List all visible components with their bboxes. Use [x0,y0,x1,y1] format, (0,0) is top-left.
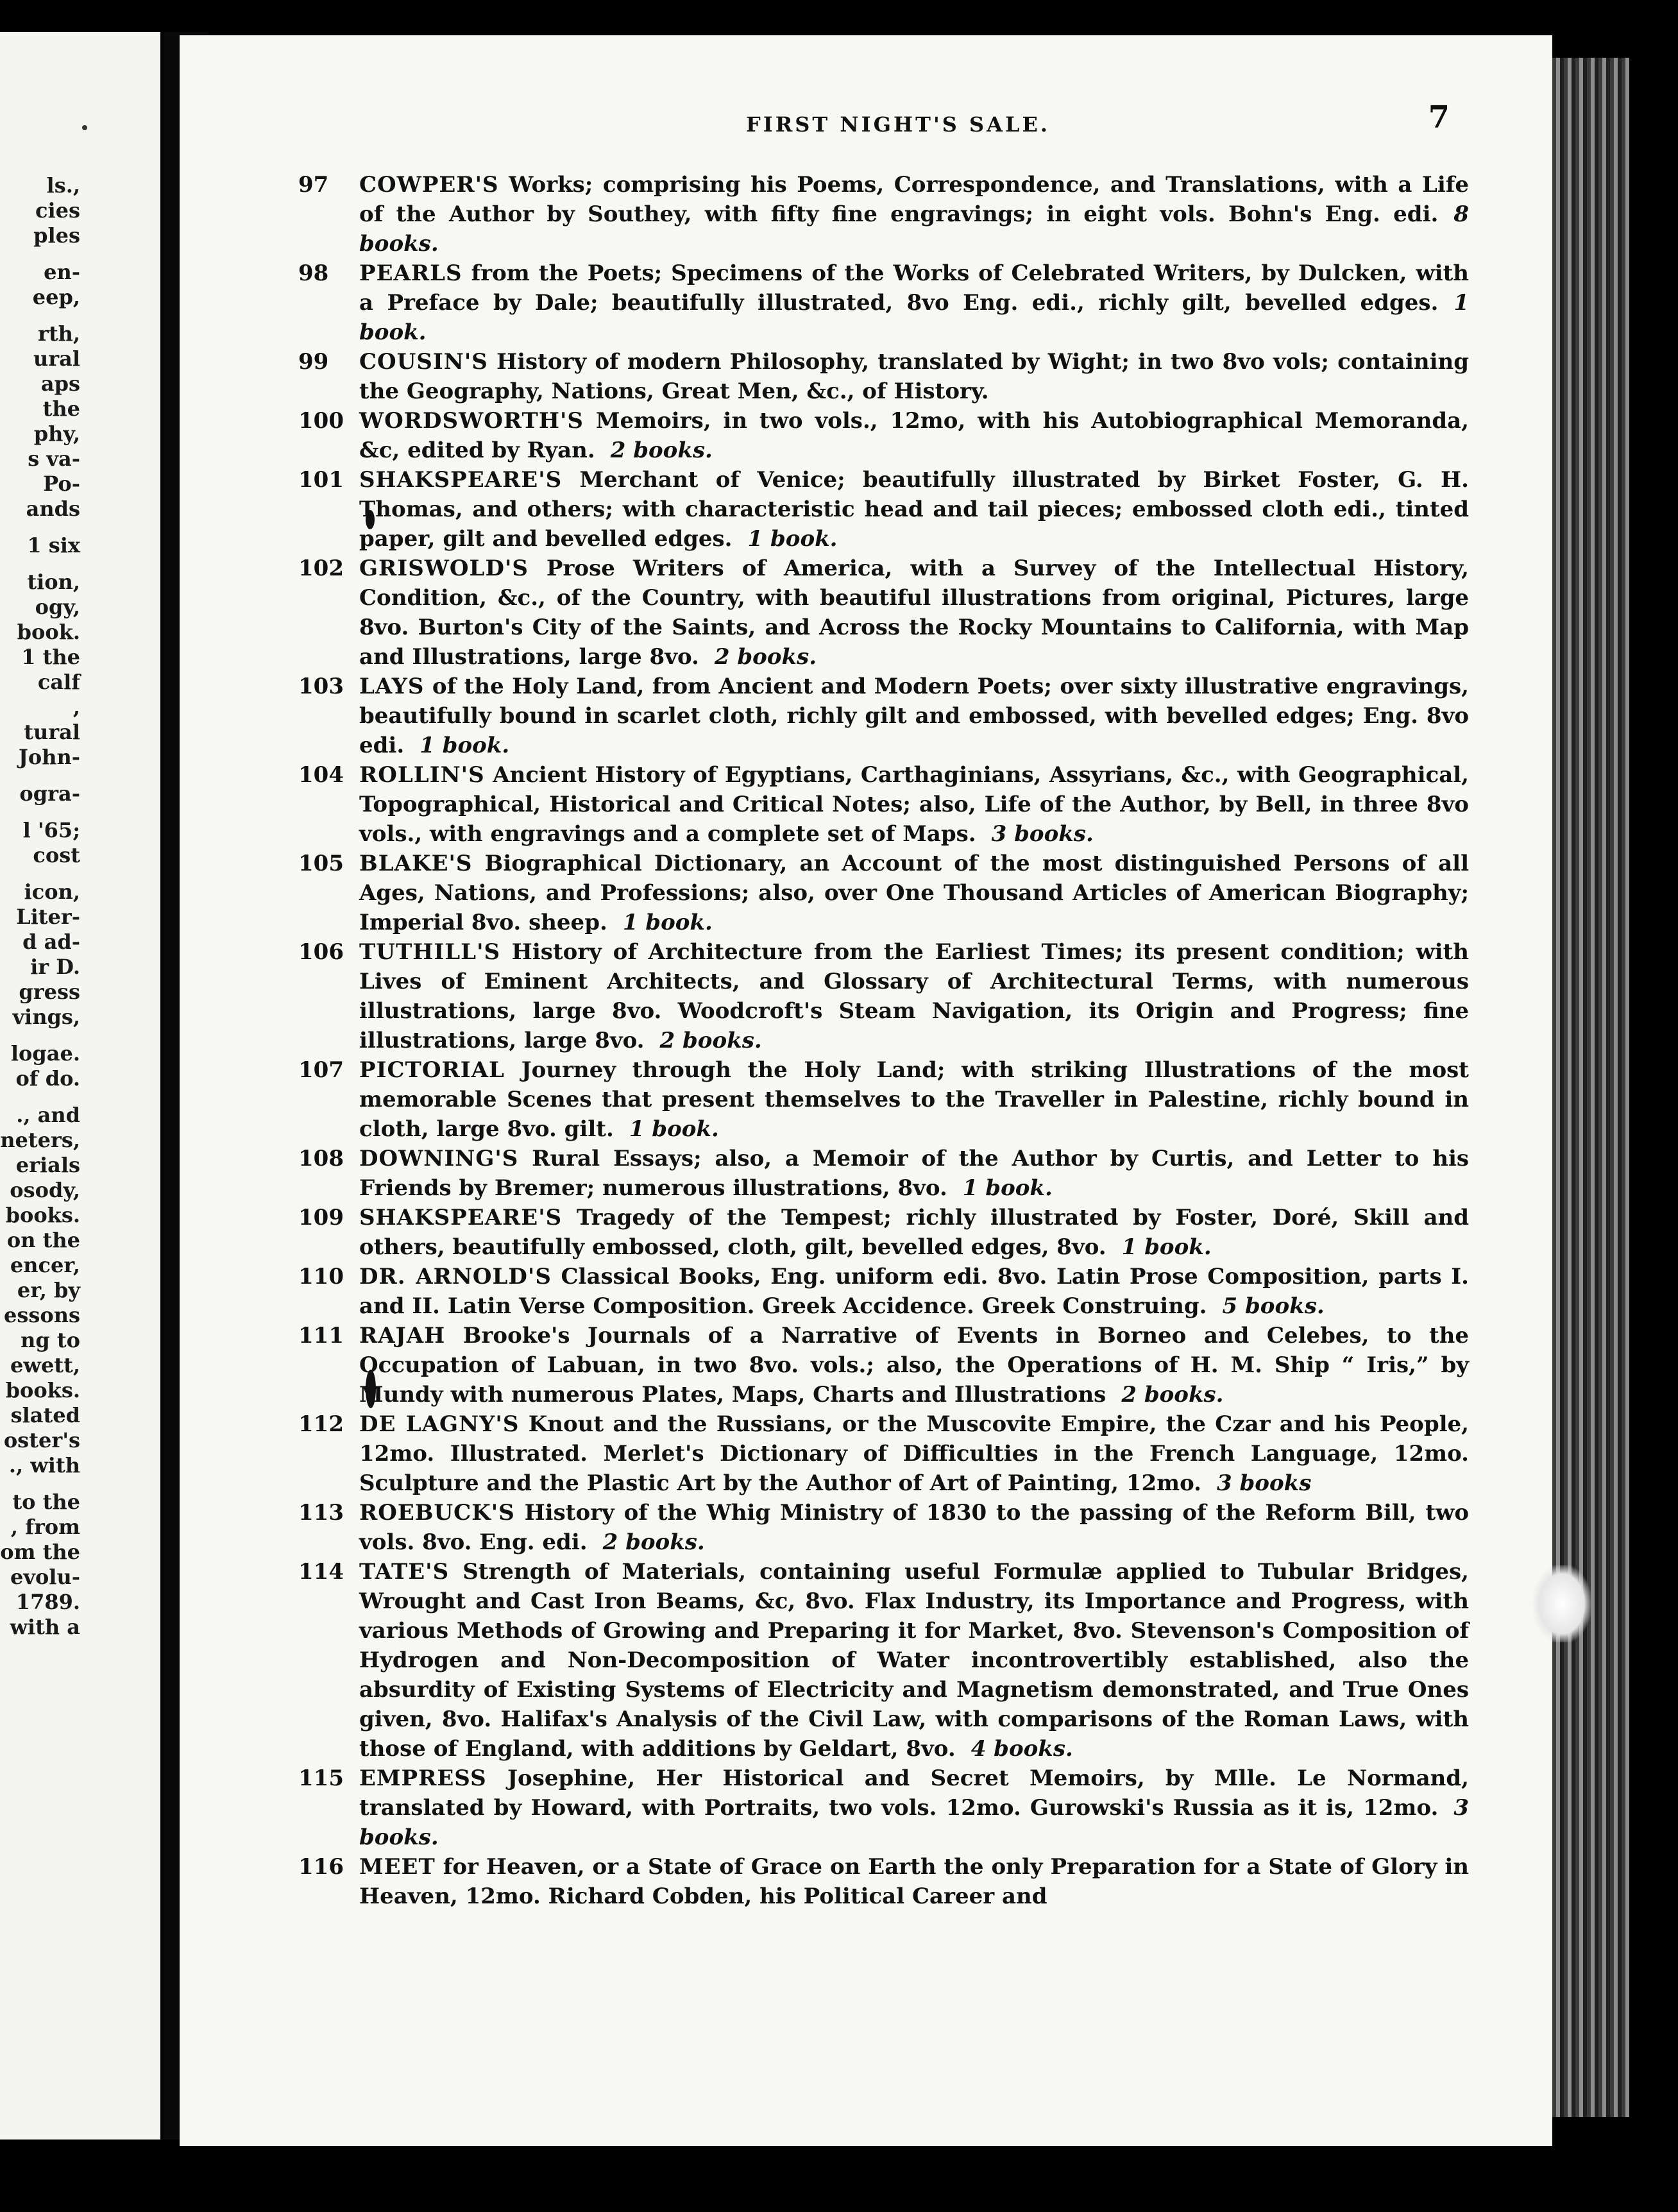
lot-quantity: 1 book. [747,526,838,552]
left-page-fragment: Po- [43,472,80,496]
paper-stain [1533,1565,1591,1642]
left-page-fragment: ands [26,497,80,521]
left-page-text-fragments [0,173,80,1640]
left-page-fragment: , from [10,1515,80,1539]
lot-entry [180,1557,1552,1764]
catalogue-page [180,35,1552,2146]
lot-quantity: 2 books. [610,438,713,463]
lot-number: 101 [298,467,344,493]
lot-text: from the Poets; Specimens of the Works of Celebrated Writers, by Dulcken, with a Preface by Dale; beautifully illustrated, 8vo Eng. edi., richly gilt, bevelled edges. [359,260,1469,316]
lot-number: 97 [298,172,329,198]
left-page-fragment: erials [15,1153,80,1177]
lot-number: 98 [298,260,329,286]
lot-quantity: 1 book. [622,910,713,935]
lot-entry [180,1321,1552,1409]
lot-text: of the Holy Land, from Ancient and Modern Poets; over sixty illustrative engravings, beautifully bound in scarlet cloth, richly gilt and embossed, with bevelled edges; Eng. 8vo edi. [359,674,1469,758]
lot-quantity: 3 books. [359,1795,1469,1850]
lot-entry [180,1144,1552,1203]
left-page-fragment: books. [5,1378,80,1402]
lot-number: 105 [298,851,344,876]
left-page-fragment [0,1030,80,1041]
lot-number: 112 [298,1411,344,1437]
lot-text: History of modern Philosophy, translated by Wight; in two 8vo vols; containing the Geography, Nations, Great Men, &c., of History. [359,349,1469,404]
lot-entry [180,1409,1552,1498]
lot-lead-word: PEARLS [359,260,462,286]
lot-description [359,1498,1469,1557]
left-page-fragment: en- [44,260,80,284]
lot-text: Memoirs, in two vols., 12mo, with his Autobiographical Memoranda, &c, edited by Ryan. [359,408,1469,463]
lot-lead-word: MEET [359,1854,436,1880]
left-page-fragment: essons [3,1303,80,1327]
lot-quantity: 3 books. [991,821,1094,847]
lot-lead-word: ROLLIN'S [359,762,485,788]
lot-description [359,347,1469,406]
left-page-fragment: icon, [24,880,80,904]
lot-lead-word: DOWNING'S [359,1146,519,1171]
left-page-fragment: ng to [21,1328,80,1352]
lot-description [359,1852,1469,1911]
lot-quantity: 2 books. [1121,1382,1224,1408]
left-page-fragment: , [72,695,80,719]
lot-text: for Heaven, or a State of Grace on Earth the only Preparation for a State of Glory in Heaven, 12mo. Richard Cobden, his Political Career and [359,1854,1469,1909]
lot-text: Classical Books, Eng. uniform edi. 8vo. Latin Prose Composition, parts I. and II. Latin Verse Composition. Greek Accidence. Greek Construing. [359,1264,1469,1319]
lot-description [359,465,1469,554]
lot-entry [180,1203,1552,1262]
lot-description [359,1203,1469,1262]
lot-entry [180,1262,1552,1321]
lot-lead-word: TUTHILL'S [359,939,501,965]
lot-entry [180,1764,1552,1852]
left-page-fragment: eep, [32,285,80,309]
left-page-fragment: of do. [15,1066,80,1091]
left-page-fragment: ples [33,223,80,248]
lot-description [359,937,1469,1055]
left-page-fragment [0,770,80,781]
lot-text: Prose Writers of America, with a Survey of the Intellectual History, Condition, &c., of the Country, with beautiful illustrations from original, Pictures, large 8vo. Burton's City of the Saints, and Across the Rocky Mountains to California, with Map and Illustrations, large 8vo. [359,556,1469,670]
lot-description [359,1764,1469,1852]
lot-lead-word: BLAKE'S [359,851,473,876]
left-page-fragment: slated [10,1403,80,1427]
left-page-fragment [0,310,80,321]
page-header-title: FIRST NIGHT'S SALE. [746,112,1050,137]
lot-description [359,760,1469,849]
lot-quantity: 2 books. [714,644,817,670]
left-page-fragment: Liter- [16,905,80,929]
left-page-fragment: ogra- [19,781,80,806]
lot-quantity: 2 books. [659,1028,762,1053]
lot-number: 111 [298,1323,344,1348]
lot-number: 108 [298,1146,344,1171]
lot-text: Tragedy of the Tempest; richly illustrated by Foster, Doré, Skill and others, beautifully embossed, cloth, gilt, bevelled edges, 8vo. [359,1205,1469,1260]
left-page-fragment: rth, [37,321,80,346]
lot-entry [180,849,1552,937]
lot-quantity: 4 books. [970,1736,1073,1762]
lot-lead-word: DR. ARNOLD'S [359,1264,552,1289]
left-page-fragment [0,522,80,533]
lot-description [359,672,1469,760]
lot-entry [180,259,1552,347]
lot-lead-word: LAYS [359,674,425,699]
lot-description [359,849,1469,937]
lot-number: 102 [298,556,344,581]
lot-description [359,1321,1469,1409]
lot-entry [180,170,1552,259]
lot-entry [180,554,1552,672]
lot-text: Biographical Dictionary, an Account of the most distinguished Persons of all Ages, Nations, and Professions; also, over One Thousand Articles of American Biography; Imperial 8vo. sheep. [359,851,1469,935]
left-page-fragment: vings, [12,1005,80,1029]
left-page-fragment: books. [5,1203,80,1227]
lot-list [180,170,1552,1911]
page-number: 7 [1428,99,1450,135]
lot-description [359,170,1469,259]
left-page-fragment: ural [33,346,80,371]
lot-lead-word: WORDSWORTH'S [359,408,584,434]
lot-description [359,1409,1469,1498]
left-page-fragment: neters, [0,1128,80,1152]
left-page-fragment: logae. [10,1041,80,1066]
lot-text: Josephine, Her Historical and Secret Memoirs, by Mlle. Le Normand, translated by Howard, with Portraits, two vols. 12mo. Gurowski's Russia as it is, 12mo. [359,1765,1469,1821]
left-page-fragment: tural [24,720,80,744]
left-page-fragment: to the [12,1490,80,1514]
lot-lead-word: SHAKSPEARE'S [359,1205,563,1230]
lot-lead-word: COUSIN'S [359,349,488,375]
lot-entry [180,1055,1552,1144]
lot-description [359,1144,1469,1203]
lot-number: 99 [298,349,329,375]
book-page-edges [1552,58,1629,2117]
lot-text: History of the Whig Ministry of 1830 to the passing of the Reform Bill, two vols. 8vo. Eng. edi. [359,1500,1469,1555]
lot-number: 114 [298,1559,344,1585]
lot-lead-word: EMPRESS [359,1765,487,1791]
lot-entry [180,1498,1552,1557]
left-page-fragment: s va- [28,447,80,471]
left-page-fragment: ir D. [30,955,80,979]
left-page-fragment: with a [10,1615,80,1639]
lot-entry [180,465,1552,554]
left-page-fragment: cies [35,198,80,223]
lot-description [359,259,1469,347]
lot-text: Brooke's Journals of a Narrative of Events in Borneo and Celebes, to the Occupation of Labuan, in two 8vo. vols.; also, the Operations of H. M. Ship “ Iris,” by Mundy with numerous Plates, Maps, Charts and Illustrations [359,1323,1469,1408]
lot-number: 103 [298,674,344,699]
lot-text: Merchant of Venice; beautifully illustrated by Birket Foster, G. H. Thomas, and others; with characteristic head and tail pieces; embossed cloth edi., tinted paper, gilt and bevelled edges. [359,467,1469,552]
left-page-fragment [0,558,80,570]
lot-quantity: 5 books. [1222,1293,1325,1319]
left-page-fragment: gress [19,980,80,1004]
left-page-fragment: the [42,396,80,421]
lot-number: 115 [298,1765,344,1791]
lot-lead-word: SHAKSPEARE'S [359,467,563,493]
lot-text: Ancient History of Egyptians, Carthaginians, Assyrians, &c., with Geographical, Topographical, Historical and Critical Notes; also, Life of the Author, by Bell, in three 8vo vols., with engravings and a complete set of Maps. [359,762,1469,847]
left-page-fragment: on the [6,1228,80,1252]
lot-number: 107 [298,1057,344,1083]
left-page-fragment: John- [18,745,80,769]
left-page-fragment: 1789. [15,1590,80,1614]
lot-description [359,554,1469,672]
left-page-fragment: encer, [10,1253,80,1277]
lot-lead-word: COWPER'S [359,172,499,198]
left-page-fragment: om the [0,1540,80,1564]
left-page-fragment: er, by [17,1278,80,1302]
left-page-fragment [0,248,80,260]
lot-quantity: 1 book. [1121,1234,1212,1260]
lot-text: Rural Essays; also, a Memoir of the Author by Curtis, and Letter to his Friends by Bremer; numerous illustrations, 8vo. [359,1146,1470,1201]
lot-entry [180,672,1552,760]
lot-lead-word: TATE'S [359,1559,450,1585]
left-page-fragment: phy, [33,421,80,446]
lot-lead-word: GRISWOLD'S [359,556,529,581]
left-page-fragment: 1 six [27,533,80,557]
lot-quantity: 8 books. [359,201,1469,257]
lot-text: History of Architecture from the Earliest Times; its present condition; with Lives of Eminent Architects, and Glossary of Architectural Terms, with numerous illustrations, large 8vo. Woodcroft's Steam Navigation, its Origin and Progress; fine illustrations, large 8vo. [359,939,1470,1053]
left-page-fragment: cost [33,843,80,867]
lot-entry [180,1852,1552,1911]
lot-quantity: 1 book. [359,290,1469,345]
lot-quantity: 3 books [1217,1470,1312,1496]
left-page-fragment: l '65; [22,818,80,842]
lot-description [359,1557,1469,1764]
left-page-fragment: evolu- [10,1565,80,1589]
lot-description [359,1262,1469,1321]
left-page-fragment [0,806,80,818]
lot-number: 106 [298,939,344,965]
lot-text: Journey through the Holy Land; with striking Illustrations of the most memorable Scenes that present themselves to the Traveller in Palestine, richly bound in cloth, large 8vo. gilt. [359,1057,1469,1142]
left-page-fragment [0,1478,80,1490]
lot-lead-word: ROEBUCK'S [359,1500,515,1526]
left-page-fragment: tion, [27,570,80,594]
left-page-fragment: osody, [10,1178,80,1202]
lot-lead-word: DE LAGNY'S [359,1411,520,1437]
lot-text: Knout and the Russians, or the Muscovite Empire, the Czar and his People, 12mo. Illustrated. Merlet's Dictionary of Difficulties in the French Language, 12mo. Sculpture and the Plastic Art by the Author of Art of Painting, 12mo. [359,1411,1469,1496]
lot-description [359,406,1469,465]
left-page-fragment: ., with [8,1453,80,1477]
lot-entry [180,347,1552,406]
left-page-fragment: oster's [3,1428,80,1452]
lot-quantity: 1 book. [962,1175,1053,1201]
lot-number: 109 [298,1205,344,1230]
left-page-fragment: ., and [16,1103,80,1127]
lot-number: 100 [298,408,344,434]
lot-entry [180,760,1552,849]
lot-lead-word: PICTORIAL [359,1057,505,1083]
lot-quantity: 1 book. [419,733,510,758]
lot-entry [180,937,1552,1055]
left-page-fragment: ls., [46,173,80,198]
left-page-fragment: ewett, [10,1353,80,1377]
left-page-fragment: calf [37,670,80,694]
lot-number: 113 [298,1500,344,1526]
left-page-fragment: aps [40,371,80,396]
lot-text: Works; comprising his Poems, Correspondence, and Translations, with a Life of the Author by Southey, with fifty fine engravings; in eight vols. Bohn's Eng. edi. [359,172,1469,227]
lot-number: 110 [298,1264,344,1289]
lot-quantity: 1 book. [629,1116,719,1142]
lot-quantity: 2 books. [602,1529,705,1555]
left-page-fragment: d ad- [22,930,80,954]
left-page-fragment [0,868,80,880]
left-page-fragment: book. [17,620,80,644]
lot-number: 116 [298,1854,344,1880]
lot-entry [180,406,1552,465]
ink-dot [82,125,87,130]
lot-description [359,1055,1469,1144]
left-page-fragment: ogy, [35,595,80,619]
lot-number: 104 [298,762,344,788]
left-page-fragment [0,1091,80,1103]
lot-lead-word: RAJAH [359,1323,446,1348]
left-page-fragment: 1 the [21,645,80,669]
lot-text: Strength of Materials, containing useful Formulæ applied to Tubular Bridges, Wrought and Cast Iron Beams, &c, 8vo. Flax Industry, its Importance and Progress, with various Methods of Growing and Preparing it for Market, 8vo. Stevenson's Composition of Hydrogen and Non-Decomposition of Water incontrovertibly established, also the absurdity of Existing Systems of Electricity and Magnetism demonstrated, and True Ones given, 8vo. Halifax's Analysis of the Civil Law, with comparisons of the Roman Laws, with those of England, with additions by Geldart, 8vo. [359,1559,1469,1762]
left-facing-page [0,32,160,2140]
